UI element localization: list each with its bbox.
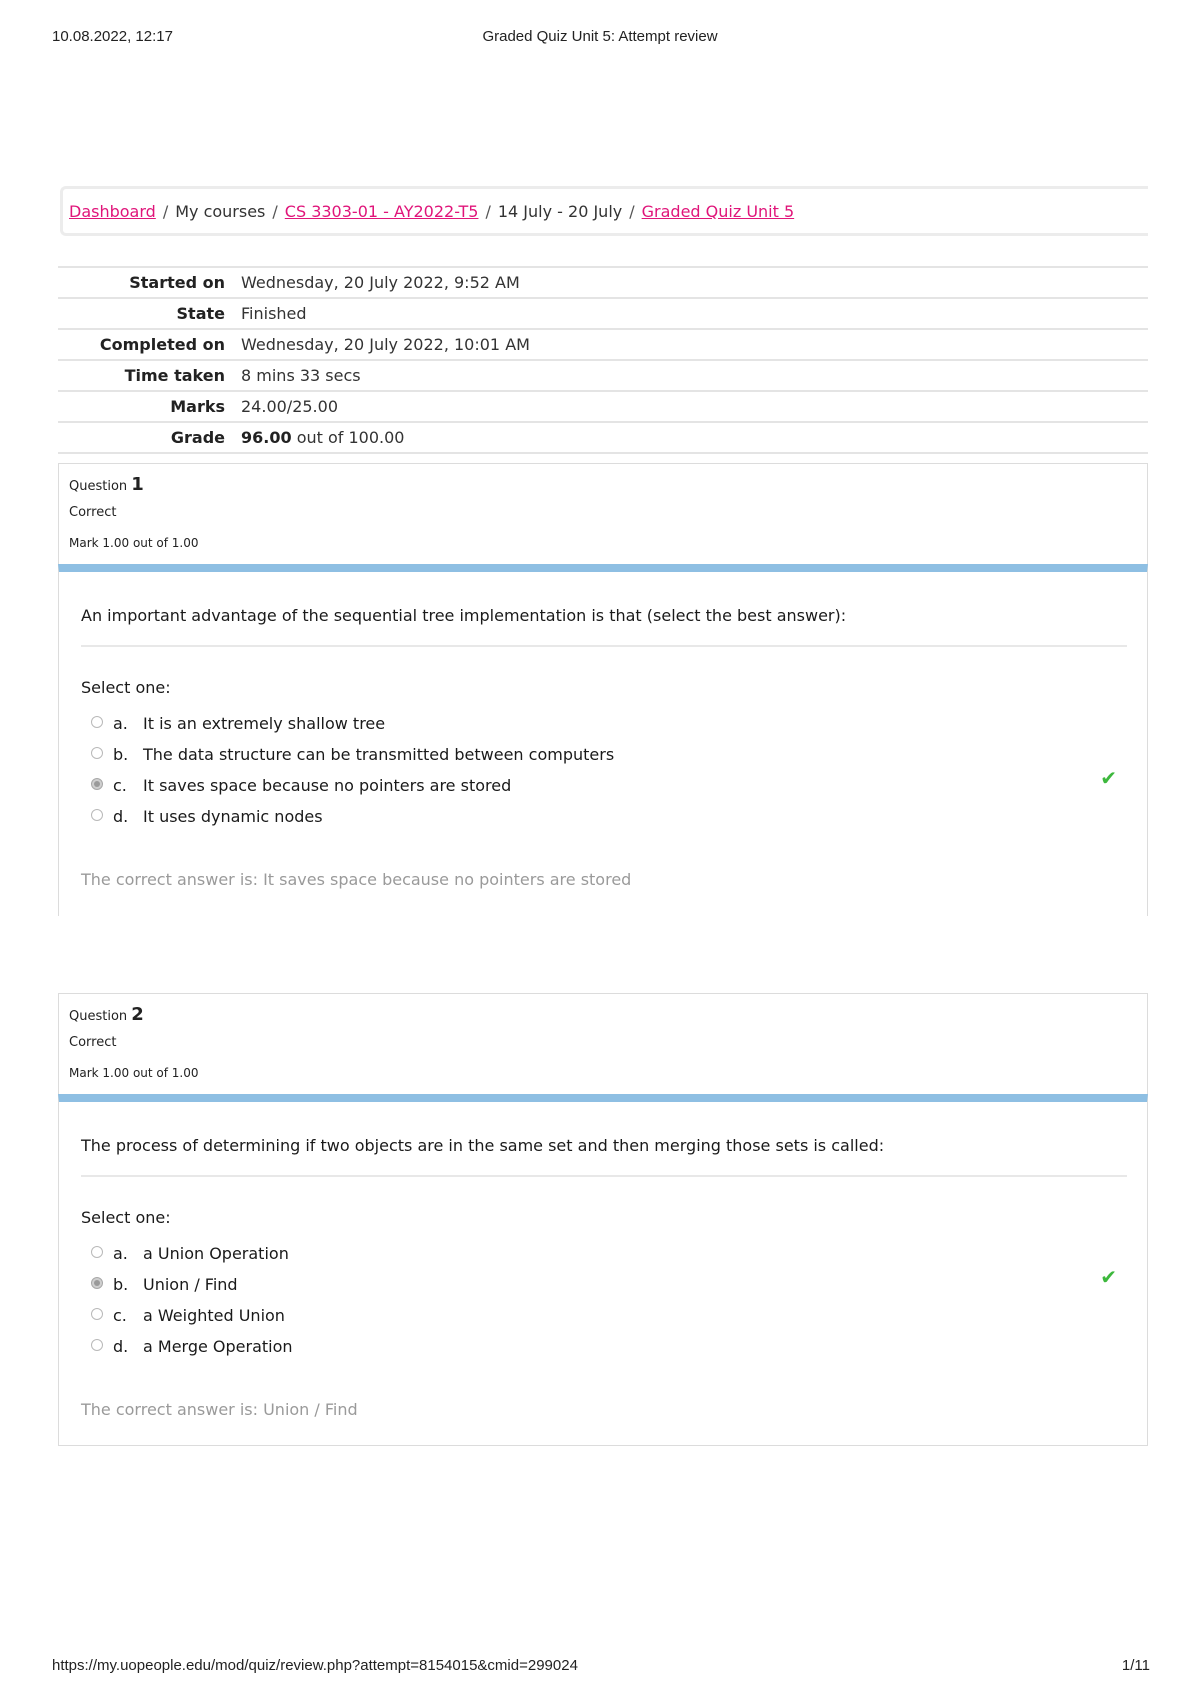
question-1 [58,463,1148,916]
question-number-value: 2 [131,1004,144,1025]
divider [81,645,1127,647]
option-text: a Union Operation [143,1244,289,1263]
grade-score: 96.00 [241,428,292,447]
divider [81,1175,1127,1177]
question-content [58,1094,1148,1384]
summary-row-state [58,298,1148,329]
question-text: An important advantage of the sequential tree implementation is that (select the best answer): [81,606,847,625]
summary-row-completed [58,329,1148,360]
question-mark: Mark 1.00 out of 1.00 [69,1066,199,1080]
print-datetime: 10.08.2022, 12:17 [52,28,173,45]
correct-answer-feedback: The correct answer is: It saves space because no pointers are stored [58,854,1148,916]
breadcrumb-course-link[interactable]: CS 3303-01 - AY2022-T5 [284,202,479,221]
radio-button[interactable] [91,747,103,759]
radio-button-selected[interactable] [91,1277,103,1289]
answer-option-c[interactable] [91,1300,293,1331]
option-letter: b. [113,1275,129,1294]
option-letter: a. [113,1244,128,1263]
attempt-summary-table [58,266,1148,454]
radio-button[interactable] [91,809,103,821]
question-number [69,474,1137,495]
summary-value: 24.00/25.00 [241,397,338,416]
option-text: Union / Find [143,1275,238,1294]
breadcrumb-separator: / [485,202,491,221]
question-info [58,463,1148,564]
breadcrumb-my-courses: My courses [175,202,266,221]
option-letter: c. [113,776,127,795]
summary-value: Finished [241,304,307,323]
check-icon: ✔ [1100,1265,1117,1289]
summary-value: 8 mins 33 secs [241,366,361,385]
breadcrumb-separator: / [629,202,635,221]
summary-label: Completed on [99,335,225,354]
grade-suffix: out of 100.00 [296,428,405,447]
summary-value: Wednesday, 20 July 2022, 10:01 AM [241,335,530,354]
print-title: Graded Quiz Unit 5: Attempt review [482,28,718,45]
breadcrumb-dashboard-link[interactable]: Dashboard [69,202,156,221]
option-text: It is an extremely shallow tree [143,714,386,733]
radio-button[interactable] [91,1339,103,1351]
answer-option-d[interactable] [91,801,614,832]
print-url: https://my.uopeople.edu/mod/quiz/review.php?attempt=8154015&cmid=299024 [52,1657,578,1674]
correct-answer-feedback: The correct answer is: Union / Find [58,1384,1148,1446]
print-page-number: 1/11 [1121,1657,1150,1674]
breadcrumb-week: 14 July - 20 July [497,202,623,221]
select-one-prompt: Select one: [81,678,171,697]
summary-value: Wednesday, 20 July 2022, 9:52 AM [241,273,520,292]
summary-row-grade [58,422,1148,453]
question-state: Correct [69,505,117,520]
option-letter: b. [113,745,129,764]
option-text: a Weighted Union [143,1306,285,1325]
summary-label: State [176,304,225,323]
answer-options [91,708,614,832]
answer-option-b[interactable] [91,1269,293,1300]
question-number-value: 1 [131,474,144,495]
answer-option-c[interactable] [91,770,614,801]
summary-label: Time taken [124,366,225,385]
answer-option-a[interactable] [91,708,614,739]
summary-label: Started on [129,273,225,292]
question-2 [58,993,1148,1446]
radio-button[interactable] [91,716,103,728]
radio-button[interactable] [91,1246,103,1258]
check-icon: ✔ [1100,766,1117,790]
question-mark: Mark 1.00 out of 1.00 [69,536,199,550]
question-info [58,993,1148,1094]
option-letter: d. [113,1337,129,1356]
option-text: a Merge Operation [143,1337,293,1356]
option-letter: d. [113,807,129,826]
breadcrumb-quiz-link[interactable]: Graded Quiz Unit 5 [641,202,795,221]
option-text: The data structure can be transmitted between computers [143,745,615,764]
question-number [69,1004,1137,1025]
breadcrumb [60,186,1148,236]
question-content [58,564,1148,854]
summary-label: Marks [170,397,225,416]
summary-row-marks [58,391,1148,422]
answer-options [91,1238,293,1362]
option-letter: c. [113,1306,127,1325]
radio-button-selected[interactable] [91,778,103,790]
option-text: It saves space because no pointers are stored [143,776,512,795]
summary-label: Grade [170,428,225,447]
question-label: Question [69,479,128,494]
option-letter: a. [113,714,128,733]
summary-row-started [58,267,1148,298]
summary-row-time-taken [58,360,1148,391]
answer-option-d[interactable] [91,1331,293,1362]
breadcrumb-separator: / [162,202,169,221]
option-text: It uses dynamic nodes [143,807,323,826]
summary-value [233,422,1148,453]
question-text: The process of determining if two objects are in the same set and then merging those sets is called: [81,1136,885,1155]
answer-option-a[interactable] [91,1238,293,1269]
question-state: Correct [69,1035,117,1050]
answer-option-b[interactable] [91,739,614,770]
breadcrumb-separator: / [272,202,278,221]
select-one-prompt: Select one: [81,1208,171,1227]
radio-button[interactable] [91,1308,103,1320]
question-label: Question [69,1009,128,1024]
